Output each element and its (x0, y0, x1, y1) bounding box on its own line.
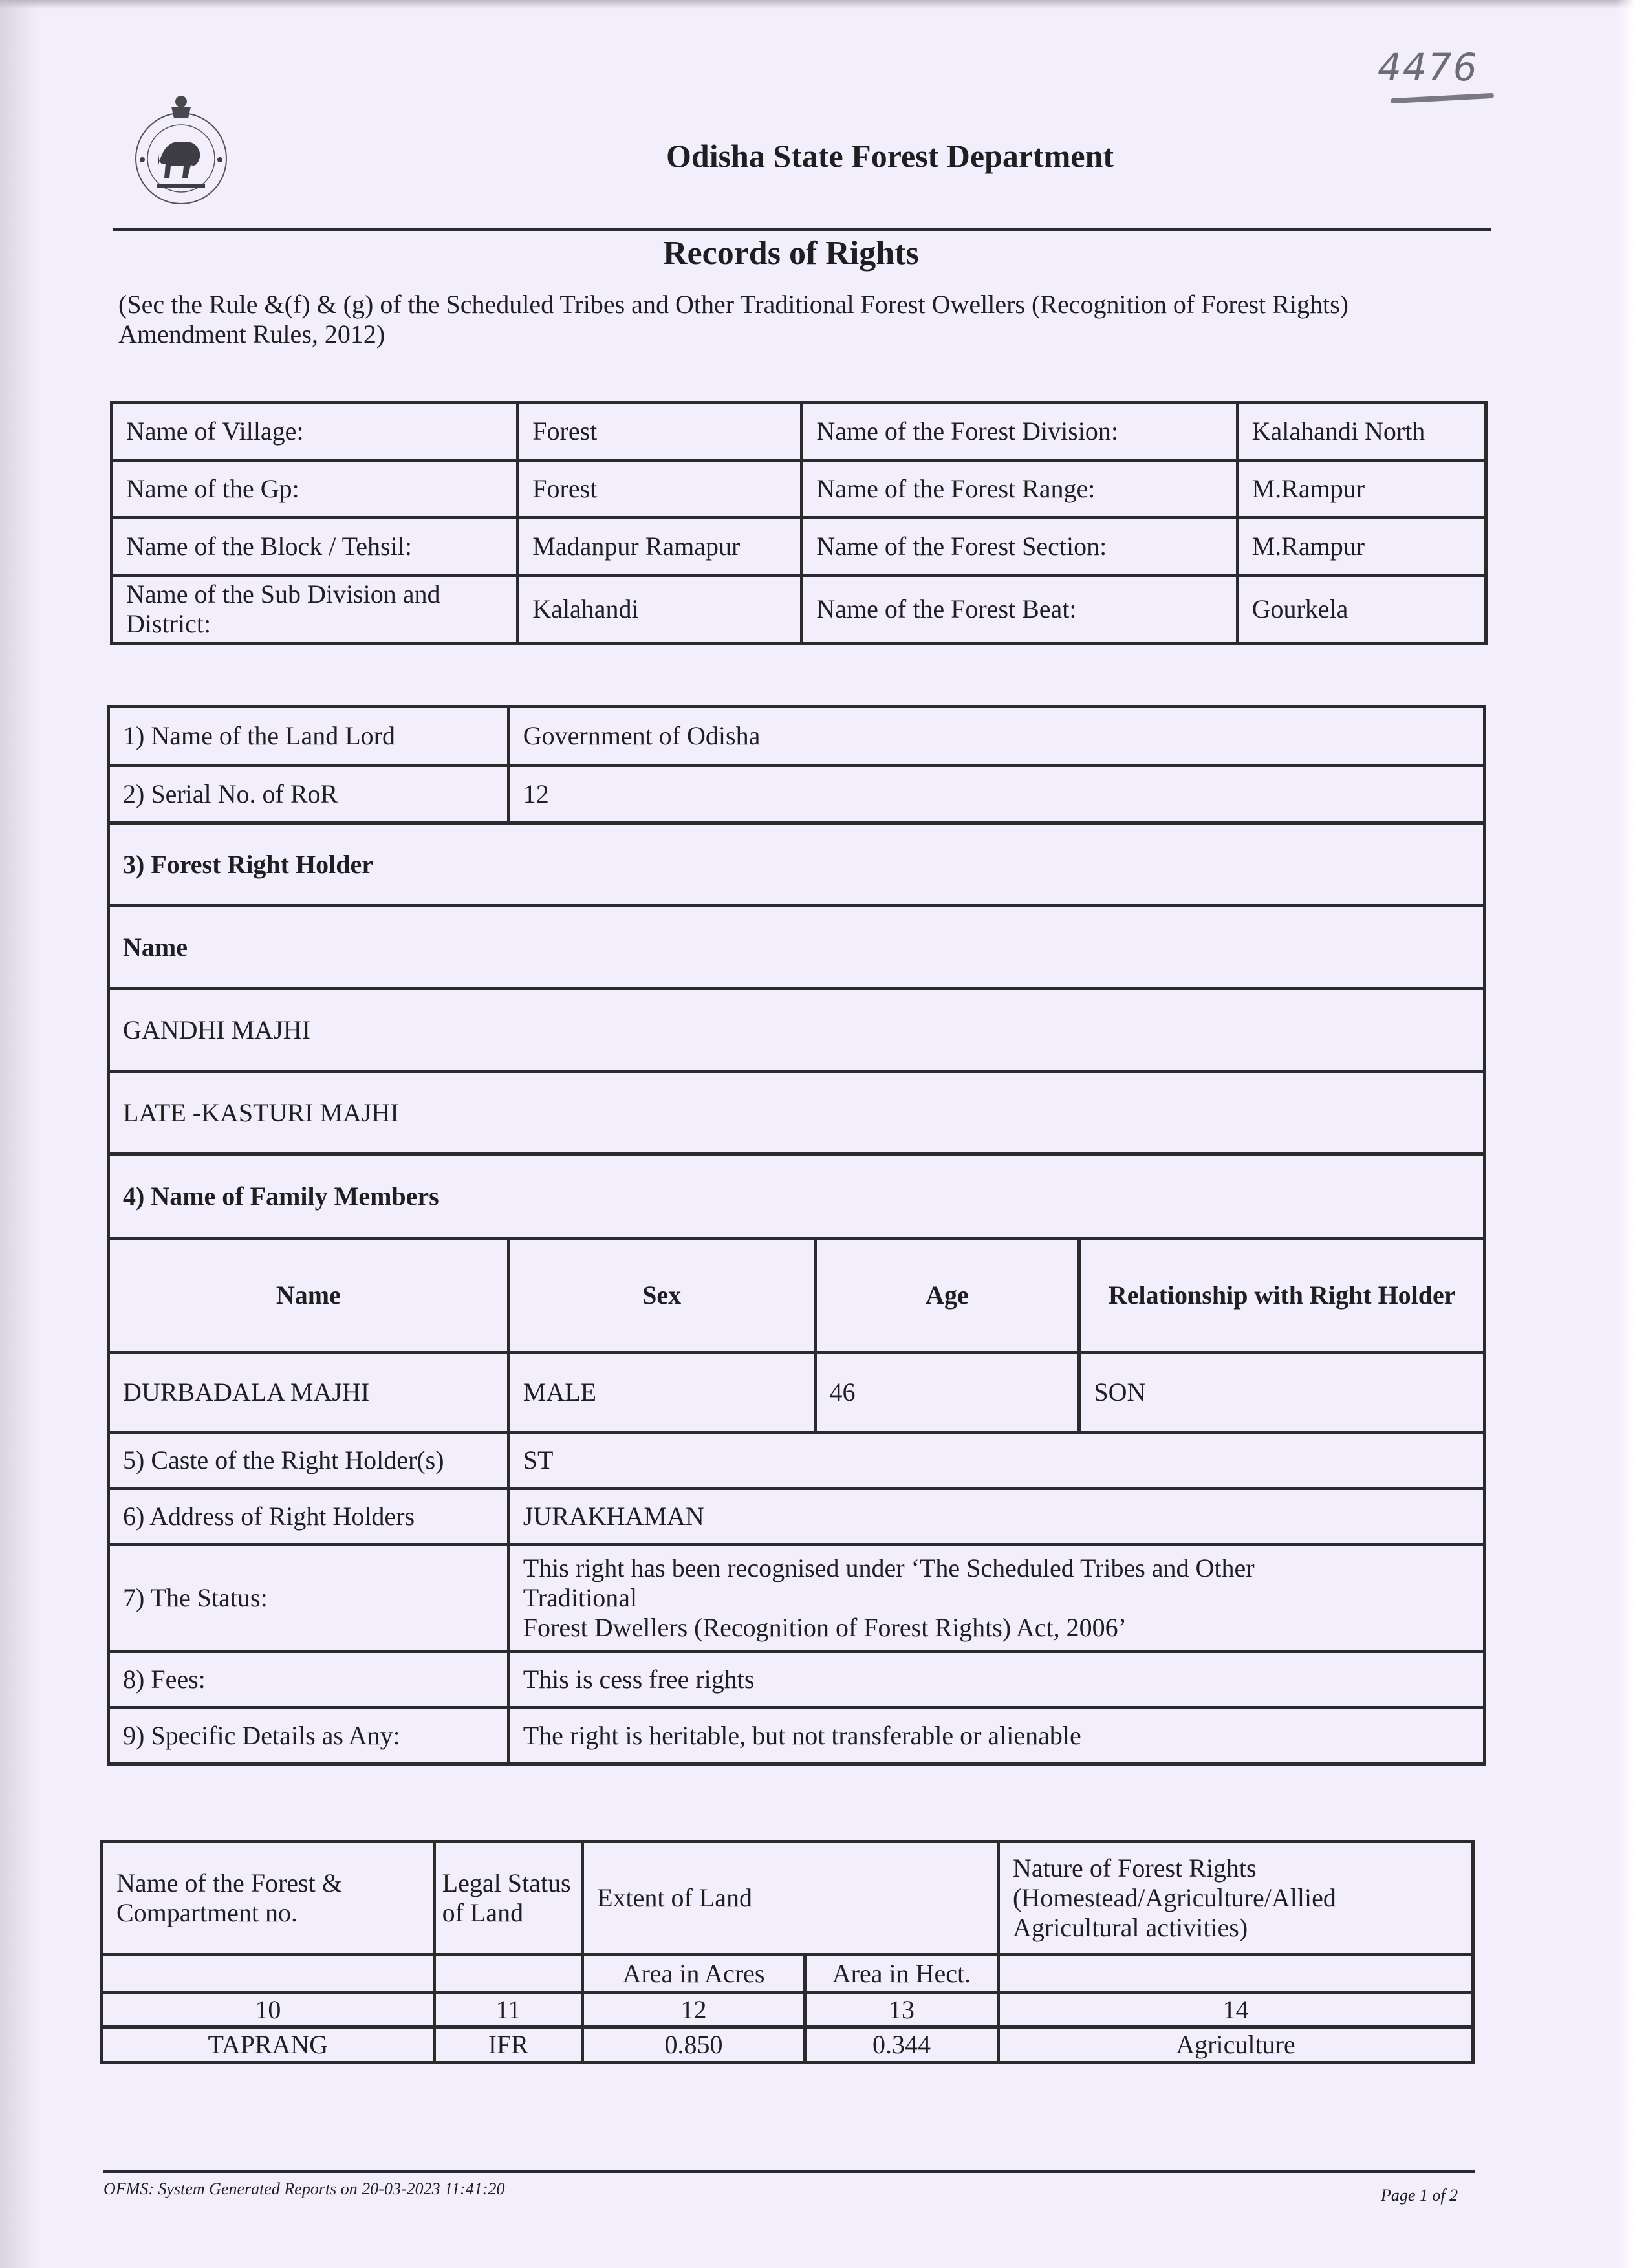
forest-beat-value: Gourkela (1237, 576, 1486, 643)
forest-section-value: M.Rampur (1237, 518, 1486, 576)
land-sub-empty (102, 1955, 435, 1993)
handwritten-underline (1391, 93, 1494, 103)
document-title: Records of Rights (663, 235, 919, 272)
location-row (112, 576, 1486, 643)
forest-range-value: M.Rampur (1237, 460, 1486, 518)
caste-label: 5) Caste of the Right Holder(s) (109, 1432, 509, 1489)
odisha-emblem-icon (126, 87, 236, 210)
right-holder-heading-row (109, 823, 1485, 906)
fees-value: This is cess free rights (508, 1652, 1484, 1708)
land-num-11: 11 (434, 1993, 582, 2027)
fees-row (109, 1652, 1485, 1708)
land-num-13: 13 (805, 1993, 998, 2027)
handwritten-number: 4476 (1378, 45, 1478, 89)
village-value: Forest (518, 403, 802, 460)
name-heading-row (109, 906, 1485, 989)
land-num-12: 12 (583, 1993, 805, 2027)
status-label: 7) The Status: (109, 1545, 509, 1652)
holder-name: GANDHI MAJHI (109, 989, 1485, 1072)
land-area-acres: 0.850 (583, 2027, 805, 2063)
location-table (110, 401, 1488, 645)
address-value: JURAKHAMAN (508, 1489, 1484, 1545)
address-label: 6) Address of Right Holders (109, 1489, 509, 1545)
serial-value: 12 (508, 766, 1484, 823)
forest-section-label: Name of the Forest Section: (802, 518, 1237, 576)
land-header-row (102, 1842, 1473, 1955)
caste-row (109, 1432, 1485, 1489)
land-sub-empty (998, 1955, 1473, 1993)
status-value (508, 1545, 1484, 1652)
holder-father-row (109, 1072, 1485, 1154)
department-title: Odisha State Forest Department (666, 138, 1114, 174)
land-num-14: 14 (998, 1993, 1473, 2027)
name-heading: Name (109, 906, 1485, 989)
family-col-sex: Sex (508, 1238, 815, 1353)
land-col-legal: Legal Status of Land (434, 1842, 582, 1955)
status-row (109, 1545, 1485, 1652)
land-lord-row (109, 707, 1485, 766)
forest-beat-label: Name of the Forest Beat: (802, 576, 1237, 643)
specific-row (109, 1708, 1485, 1764)
member-relationship: SON (1079, 1353, 1485, 1432)
specific-label: 9) Specific Details as Any: (109, 1708, 509, 1764)
scan-shadow (0, 0, 39, 2268)
forest-range-label: Name of the Forest Range: (802, 460, 1237, 518)
status-line-2: Traditional (523, 1583, 638, 1612)
family-header-row (109, 1238, 1485, 1353)
forest-division-label: Name of the Forest Division: (802, 403, 1237, 460)
serial-label: 2) Serial No. of RoR (109, 766, 509, 823)
status-line-3: Forest Dwellers (Recognition of Forest Rights) Act, 2006’ (523, 1613, 1127, 1642)
footer-page-number: Page 1 of 2 (1381, 2186, 1458, 2205)
family-member-row (109, 1353, 1485, 1432)
subdivision-value: Kalahandi (518, 576, 802, 643)
land-table (100, 1840, 1475, 2064)
caste-value: ST (508, 1432, 1484, 1489)
serial-row (109, 766, 1485, 823)
member-age: 46 (815, 1353, 1079, 1432)
rights-details-table (107, 705, 1486, 1766)
gp-value: Forest (518, 460, 802, 518)
specific-value: The right is heritable, but not transferable or alienable (508, 1708, 1484, 1764)
family-col-relationship: Relationship with Right Holder (1079, 1238, 1485, 1353)
land-lord-value: Government of Odisha (508, 707, 1484, 766)
right-holder-heading: 3) Forest Right Holder (109, 823, 1485, 906)
land-lord-label: 1) Name of the Land Lord (109, 707, 509, 766)
land-subheader-row (102, 1955, 1473, 1993)
family-heading: 4) Name of Family Members (109, 1154, 1485, 1238)
address-row (109, 1489, 1485, 1545)
scan-top-edge (0, 0, 1635, 9)
forest-division-value: Kalahandi North (1237, 403, 1486, 460)
land-col-nature: Nature of Forest Rights (Homestead/Agriculture/Allied Agricultural activities) (998, 1842, 1473, 1955)
land-nature: Agriculture (998, 2027, 1473, 2063)
header-divider (113, 228, 1491, 231)
location-row (112, 403, 1486, 460)
holder-name-row (109, 989, 1485, 1072)
scan-right-edge (1616, 0, 1635, 2268)
land-legal-status: IFR (434, 2027, 582, 2063)
land-sub-empty (434, 1955, 582, 1993)
subdivision-label: Name of the Sub Division and District: (112, 576, 518, 643)
location-row (112, 518, 1486, 576)
block-label: Name of the Block / Tehsil: (112, 518, 518, 576)
member-sex: MALE (508, 1353, 815, 1432)
family-heading-row (109, 1154, 1485, 1238)
fees-label: 8) Fees: (109, 1652, 509, 1708)
block-value: Madanpur Ramapur (518, 518, 802, 576)
family-col-name: Name (109, 1238, 509, 1353)
family-col-age: Age (815, 1238, 1079, 1353)
land-col-extent: Extent of Land (583, 1842, 999, 1955)
footer-generated: OFMS: System Generated Reports on 20-03-2023 11:41:20 (103, 2179, 505, 2198)
land-forest-name: TAPRANG (102, 2027, 435, 2063)
land-area-hect: 0.344 (805, 2027, 998, 2063)
location-row (112, 460, 1486, 518)
land-sub-acres: Area in Acres (583, 1955, 805, 1993)
land-col-forest: Name of the Forest & Compartment no. (102, 1842, 435, 1955)
member-name: DURBADALA MAJHI (109, 1353, 509, 1432)
land-number-row (102, 1993, 1473, 2027)
gp-label: Name of the Gp: (112, 460, 518, 518)
village-label: Name of Village: (112, 403, 518, 460)
document-subtitle: (Sec the Rule &(f) & (g) of the Scheduled Tribes and Other Traditional Forest Owellers (Recognition of Forest Rights) Amendment Rules, 2012) (118, 290, 1348, 349)
holder-father: LATE -KASTURI MAJHI (109, 1072, 1485, 1154)
land-sub-hect: Area in Hect. (805, 1955, 998, 1993)
land-num-10: 10 (102, 1993, 435, 2027)
footer-divider (103, 2170, 1475, 2173)
status-line-1: This right has been recognised under ‘The Scheduled Tribes and Other (523, 1553, 1255, 1582)
land-data-row (102, 2027, 1473, 2063)
